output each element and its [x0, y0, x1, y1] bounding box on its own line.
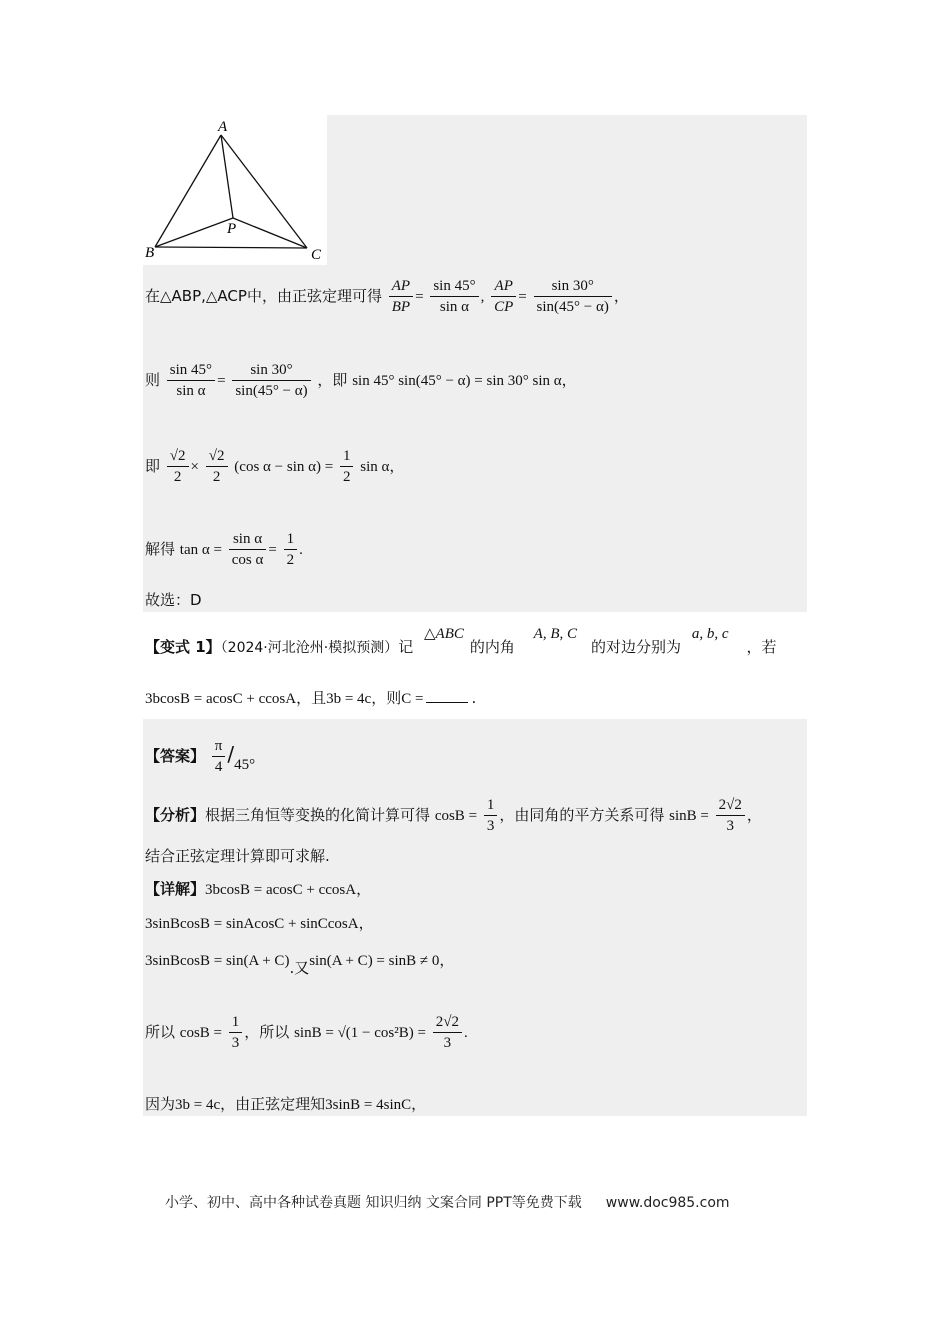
frac-root2-a: $\frac{√2}{2}$ — [167, 446, 189, 487]
detail-tag: 【详解】 — [145, 880, 206, 898]
answer-line — [145, 736, 255, 777]
analysis-tag: 【分析】 — [145, 806, 206, 824]
problem-angles: A, B, C — [533, 626, 578, 642]
solution-line-4: 解得 tan α = $\frac{\text{sin α}}{\text{cos α}}$ = $\frac{1}{2}$ . — [145, 531, 303, 568]
triangle-figure — [143, 115, 327, 265]
problem-text-3: 的对边分别为 — [591, 638, 682, 656]
detail-text-4a: 所以 — [145, 1023, 176, 1041]
detail-eq-2: 3sinBcosB = sinAcosC + sinCcosA — [145, 916, 359, 932]
analysis-frac-1: $\frac{1}{3}$ — [484, 795, 498, 836]
frac-half: $\frac{1}{2}$ — [340, 446, 354, 487]
detail-eq-5b: 3sinB = 4sinC — [325, 1097, 412, 1113]
problem-ask: C = — [401, 691, 424, 707]
problem-text-5: ，且 — [296, 689, 327, 707]
answer-blank — [426, 702, 468, 703]
solution-line-3: 即 $\frac{√2}{2}$ × $\frac{√2}{2}$ (cos α − sin α) = $\frac{1}{2}$ sin α， — [145, 448, 405, 485]
analysis-line-2: 结合正弦定理计算即可求解. — [145, 847, 330, 865]
line2-prefix: 则 — [145, 371, 161, 389]
problem-line-2 — [145, 688, 476, 709]
detail-eq-1: 3bcosB = acosC + ccosA — [205, 882, 357, 898]
detail-text-5b: ，由正弦定理知 — [220, 1095, 326, 1113]
line4-prefix: 解得 — [145, 540, 176, 558]
answer-tag: 【答案】 — [145, 747, 206, 765]
problem-source: （2024·河北沧州·模拟预测） — [220, 640, 399, 656]
analysis-line-1: 【分析】根据三角恒等变换的化简计算可得 cosB = $\frac{1}{3}$ ，由同角的平方关系可得 sinB = $\frac{2√2}{3}$ ， — [145, 797, 762, 834]
detail-frac-1: $\frac{1}{3}$ — [229, 1012, 243, 1053]
frac-sin30-sin45a: $\frac{\sin 30^\circ}{\sin(45^\circ - \alpha)}$ — [534, 276, 612, 317]
answer-fraction: $\frac{\pi}{4}$ — [212, 736, 226, 777]
detail-line-2: 3sinBcosB = sinAcosC + sinCcosA， — [145, 914, 374, 932]
detail-line-1: 【详解】3bcosB = acosC + ccosA， — [145, 880, 372, 898]
line2-tail: sin 45° sin(45° − α) = sin 30° sin α — [352, 373, 562, 389]
problem-condition-1: 3bcosB = acosC + ccosA — [145, 691, 297, 707]
problem-end: . — [471, 689, 477, 707]
vertex-label-a: A — [218, 119, 228, 135]
problem-text-1: 记 — [398, 638, 414, 656]
answer-degrees: 45° — [234, 757, 256, 773]
problem-text-6: ，则 — [371, 689, 402, 707]
page-footer — [165, 1192, 730, 1212]
detail-cosb: cosB = — [179, 1025, 223, 1041]
line3-tail: sin α — [360, 459, 390, 475]
detail-line-3: 3sinBcosB = sin(A + C).又sin(A + C) = sinB ≠ 0， — [145, 951, 455, 977]
solution-line-2: 则 $\frac{\sin 45^\circ}{\text{sin α}}$ = $\frac{\sin 30^\circ}{\sin(45^\circ - \alpha)}$ ，即 sin 45° sin(45° − α) = sin 30° sin α， — [145, 362, 577, 399]
problem-triangle: △ABC — [424, 626, 464, 642]
analysis-text-1: 根据三角恒等变换的化简计算可得 — [205, 806, 431, 824]
problem-tag: 【变式 1】 — [145, 638, 221, 656]
line4-lhs: tan α = — [179, 542, 222, 558]
answer-separator: / — [227, 742, 235, 766]
problem-condition-2: 3b = 4c — [326, 691, 372, 707]
frac-sin45-sina: $\frac{\sin 45^\circ}{\text{sin α}}$ — [430, 276, 478, 317]
frac-one-half: $\frac{1}{2}$ — [284, 529, 298, 570]
detail-eq-3a: 3sinBcosB = sin(A + C) — [145, 953, 290, 969]
analysis-cosb: cosB = — [434, 808, 478, 824]
vertex-label-c: C — [311, 247, 322, 263]
footer-text: 小学、初中、高中各种试卷真题 知识归纳 文案合同 PPT等免费下载 — [165, 1195, 582, 1211]
detail-text-5a: 因为 — [145, 1095, 176, 1113]
detail-frac-2: $\frac{2√2}{3}$ — [433, 1012, 462, 1053]
point-label-p: P — [227, 221, 237, 237]
line3-prefix: 即 — [145, 457, 161, 475]
analysis-sinb: sinB = — [669, 808, 709, 824]
frac-sin45-over-sina: $\frac{\sin 45^\circ}{\text{sin α}}$ — [167, 360, 215, 401]
line1-prefix: 在△ABP,△ACP中，由正弦定理可得 — [145, 287, 382, 305]
vertex-label-b: B — [145, 245, 155, 261]
analysis-frac-2: $\frac{2√2}{3}$ — [716, 795, 745, 836]
frac-ap-cp: $\frac{AP}{CP}$ — [491, 276, 516, 317]
footer-site-link[interactable]: www.doc985.com — [605, 1195, 730, 1211]
detail-text-4b: ，所以 — [244, 1023, 290, 1041]
analysis-text-2: ，由同角的平方关系可得 — [499, 806, 665, 824]
choice-line: 故选：D — [145, 591, 202, 609]
problem-sides: a, b, c — [691, 626, 729, 642]
line3-mid: (cos α − sin α) = — [234, 459, 334, 475]
problem-line-1 — [145, 626, 777, 658]
frac-sin-cos: $\frac{\text{sin α}}{\text{cos α}}$ — [229, 529, 267, 570]
detail-line-4: 所以 cosB = $\frac{1}{3}$ ，所以 sinB = √(1 − cos²B) = $\frac{2√2}{3}$ . — [145, 1014, 468, 1051]
detail-text-3b: .又 — [289, 959, 310, 977]
line2-mid: ，即 — [317, 371, 348, 389]
frac-sin30-over-sin: $\frac{\sin 30^\circ}{\sin(45^\circ - \alpha)}$ — [232, 360, 310, 401]
detail-eq-5a: 3b = 4c — [175, 1097, 221, 1113]
problem-text-4: ，若 — [746, 638, 777, 656]
frac-ap-bp: $\frac{AP}{BP}$ — [389, 276, 413, 317]
detail-sinb: sinB = √(1 − cos²B) = — [294, 1025, 426, 1041]
problem-text-2: 的内角 — [469, 638, 515, 656]
solution-line-1: 在△ABP,△ACP中，由正弦定理可得 $\frac{AP}{BP}$ = $\frac{\sin 45^\circ}{\text{sin α}}$ , $\frac{AP}{CP}$ = $\frac{\sin 30^\circ}{\sin(45^\circ - \alpha)}$ ， — [145, 278, 629, 315]
detail-eq-3c: sin(A + C) = sinB ≠ 0 — [309, 953, 440, 969]
frac-root2-b: $\frac{√2}{2}$ — [206, 446, 228, 487]
detail-line-5: 因为3b = 4c，由正弦定理知3sinB = 4sinC， — [145, 1095, 427, 1113]
